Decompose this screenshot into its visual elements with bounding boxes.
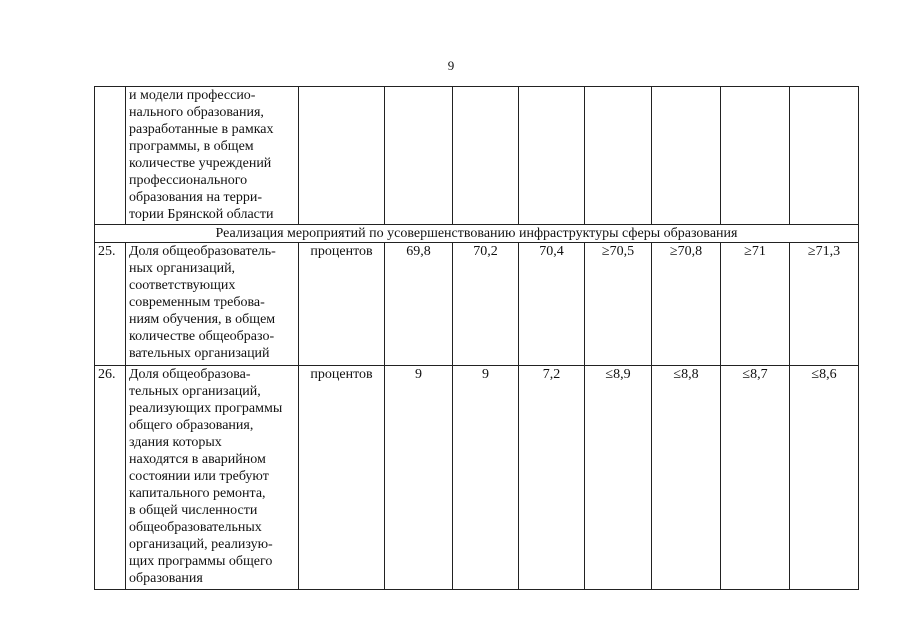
description-line: соответствующих [129,278,236,293]
description-line: тории Брянской области [129,207,274,222]
description-line: находятся в аварийном [129,452,266,467]
description-line: современным требова- [129,295,265,310]
description-line: нального образования, [129,105,264,120]
indicators-table [94,86,859,590]
value-cell: ≥71,3 [790,243,859,366]
value-cell: 70,4 [519,243,585,366]
description-line: образования на терри- [129,190,263,205]
description-line: программы, в общем [129,139,254,154]
row-number-cell [95,87,126,225]
description-line: Доля общеобразова- [129,367,251,382]
section-heading: Реализация мероприятий по усовершенствованию инфраструктуры сферы образования [95,225,859,243]
description-line: количестве общеобразо- [129,329,275,344]
description-line: Доля общеобразователь- [129,244,276,259]
description-line: общеобразовательных [129,520,262,535]
description-line: в общей численности [129,503,258,518]
description-line: профессионального [129,173,248,188]
unit-cell: процентов [299,243,385,366]
section-heading-row [95,225,859,243]
value-cell [585,87,652,225]
unit-cell [299,87,385,225]
value-cell: ≤8,7 [721,366,790,590]
value-cell [652,87,721,225]
description-line: разработанные в рамках [129,122,274,137]
description-line: капитального ремонта, [129,486,266,501]
unit-cell: процентов [299,366,385,590]
description-line: ных организаций, [129,261,236,276]
description-line: вательных организаций [129,346,270,361]
value-cell [721,87,790,225]
description-line: организаций, реализую- [129,537,273,552]
table-row [95,366,859,590]
description-line: образования [129,571,203,586]
description-line: состоянии или требуют [129,469,269,484]
value-cell: ≥70,5 [585,243,652,366]
page-number: 9 [447,58,455,73]
description-line: и модели профессио- [129,88,256,103]
value-cell: ≥71 [721,243,790,366]
description-line: ниям обучения, в общем [129,312,276,327]
description-line: количестве учреждений [129,156,272,171]
value-cell [519,87,585,225]
description-line: здания которых [129,435,222,450]
description-line: щих программы общего [129,554,273,569]
value-cell: ≤8,9 [585,366,652,590]
value-cell [385,87,453,225]
row-number-cell: 26. [95,366,126,590]
value-cell: 9 [453,366,519,590]
value-cell: 9 [385,366,453,590]
description-line: общего образования, [129,418,254,433]
row-description-cell [126,243,299,366]
row-description-cell [126,87,299,225]
continuation-row [95,87,859,225]
value-cell [453,87,519,225]
description-line: тельных организаций, [129,384,261,399]
value-cell [790,87,859,225]
value-cell: 7,2 [519,366,585,590]
row-number-cell: 25. [95,243,126,366]
value-cell: 70,2 [453,243,519,366]
value-cell: ≤8,6 [790,366,859,590]
row-description-cell [126,366,299,590]
value-cell: 69,8 [385,243,453,366]
table-row [95,243,859,366]
value-cell: ≥70,8 [652,243,721,366]
value-cell: ≤8,8 [652,366,721,590]
description-line: реализующих программы [129,401,283,416]
